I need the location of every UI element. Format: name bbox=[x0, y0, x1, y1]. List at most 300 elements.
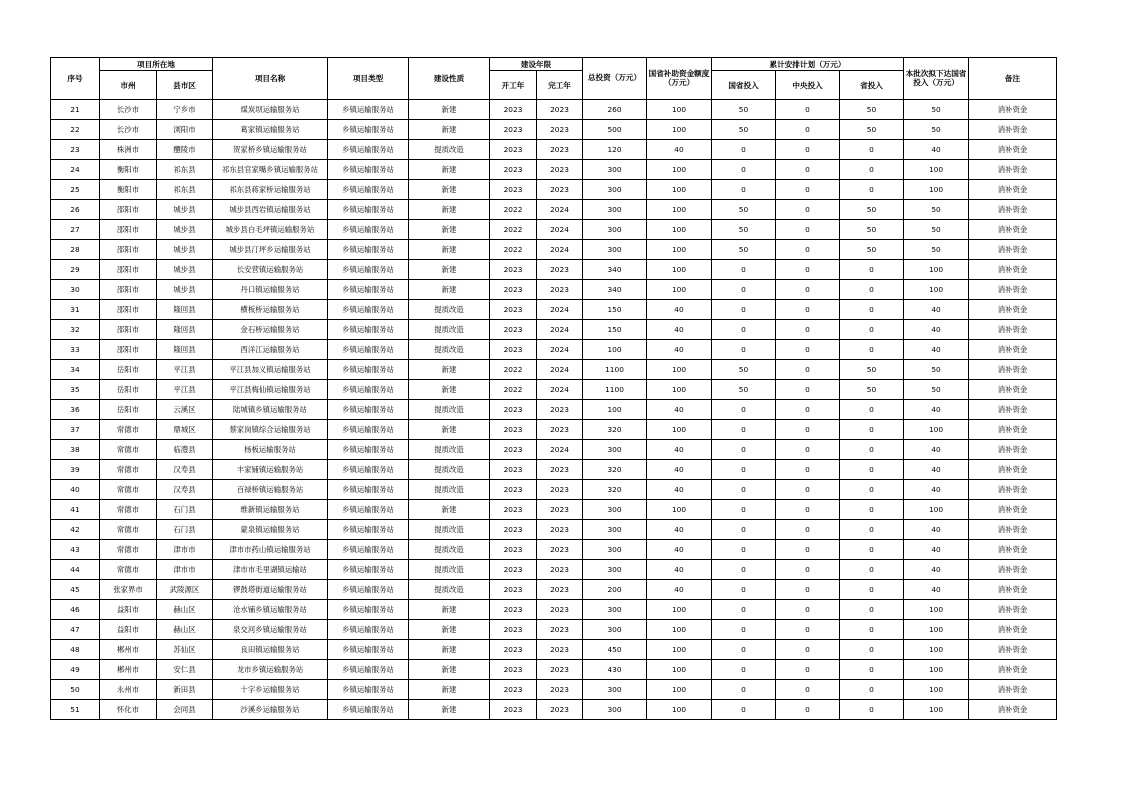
cell-national-investment: 0 bbox=[712, 660, 776, 680]
cell-batch-investment: 40 bbox=[904, 480, 969, 500]
cell-construction-nature: 提质改造 bbox=[409, 540, 490, 560]
cell-city: 常德市 bbox=[100, 500, 157, 520]
cell-provincial-investment: 0 bbox=[840, 340, 904, 360]
cell-project-type: 乡镇运输服务站 bbox=[328, 540, 409, 560]
cell-city: 常德市 bbox=[100, 440, 157, 460]
cell-national-investment: 50 bbox=[712, 120, 776, 140]
cell-batch-investment: 40 bbox=[904, 440, 969, 460]
cell-total-investment: 450 bbox=[583, 640, 647, 660]
cell-provincial-investment: 50 bbox=[840, 360, 904, 380]
cell-project-name: 煤炭坝运输服务站 bbox=[213, 100, 328, 120]
cell-subsidy-amount: 100 bbox=[647, 360, 712, 380]
table-row bbox=[51, 100, 1057, 120]
cell-county: 会同县 bbox=[157, 700, 213, 720]
cell-national-investment: 0 bbox=[712, 400, 776, 420]
cell-county: 城步县 bbox=[157, 200, 213, 220]
cell-batch-investment: 100 bbox=[904, 280, 969, 300]
table-row bbox=[51, 400, 1057, 420]
cell-construction-nature: 提质改造 bbox=[409, 480, 490, 500]
cell-project-type: 乡镇运输服务站 bbox=[328, 580, 409, 600]
table-row bbox=[51, 660, 1057, 680]
cell-construction-nature: 新建 bbox=[409, 380, 490, 400]
cell-city: 怀化市 bbox=[100, 700, 157, 720]
cell-central-investment: 0 bbox=[776, 120, 840, 140]
table-row bbox=[51, 680, 1057, 700]
cell-batch-investment: 50 bbox=[904, 380, 969, 400]
cell-central-investment: 0 bbox=[776, 560, 840, 580]
cell-batch-investment: 100 bbox=[904, 640, 969, 660]
cell-seq: 43 bbox=[51, 540, 100, 560]
cell-provincial-investment: 0 bbox=[840, 440, 904, 460]
cell-county: 浏阳市 bbox=[157, 120, 213, 140]
cell-total-investment: 300 bbox=[583, 440, 647, 460]
cell-subsidy-amount: 40 bbox=[647, 580, 712, 600]
cell-total-investment: 500 bbox=[583, 120, 647, 140]
cell-construction-nature: 新建 bbox=[409, 220, 490, 240]
cell-city: 常德市 bbox=[100, 520, 157, 540]
cell-city: 邵阳市 bbox=[100, 240, 157, 260]
table-row bbox=[51, 260, 1057, 280]
cell-end-year: 2023 bbox=[537, 180, 583, 200]
table-row bbox=[51, 540, 1057, 560]
cell-seq: 47 bbox=[51, 620, 100, 640]
cell-total-investment: 150 bbox=[583, 320, 647, 340]
cell-batch-investment: 40 bbox=[904, 300, 969, 320]
cell-remark: 消补资金 bbox=[969, 320, 1057, 340]
cell-construction-nature: 新建 bbox=[409, 100, 490, 120]
cell-end-year: 2023 bbox=[537, 120, 583, 140]
table-row bbox=[51, 500, 1057, 520]
cell-provincial-investment: 0 bbox=[840, 620, 904, 640]
cell-seq: 49 bbox=[51, 660, 100, 680]
cell-end-year: 2024 bbox=[537, 320, 583, 340]
cell-remark: 消补资金 bbox=[969, 220, 1057, 240]
cell-subsidy-amount: 100 bbox=[647, 200, 712, 220]
cell-start-year: 2023 bbox=[490, 640, 537, 660]
table-row bbox=[51, 340, 1057, 360]
cell-end-year: 2023 bbox=[537, 540, 583, 560]
cell-batch-investment: 50 bbox=[904, 120, 969, 140]
cell-county: 新田县 bbox=[157, 680, 213, 700]
header-central-investment: 中央投入 bbox=[776, 71, 840, 100]
cell-seq: 35 bbox=[51, 380, 100, 400]
cell-provincial-investment: 0 bbox=[840, 480, 904, 500]
cell-remark: 消补资金 bbox=[969, 280, 1057, 300]
cell-subsidy-amount: 100 bbox=[647, 260, 712, 280]
header-start-year: 开工年 bbox=[490, 71, 537, 100]
cell-subsidy-amount: 40 bbox=[647, 320, 712, 340]
table-row bbox=[51, 200, 1057, 220]
cell-batch-investment: 40 bbox=[904, 320, 969, 340]
cell-total-investment: 300 bbox=[583, 520, 647, 540]
cell-city: 邵阳市 bbox=[100, 300, 157, 320]
cell-project-name: 锣鼓塔街道运输服务站 bbox=[213, 580, 328, 600]
header-total-investment: 总投资（万元） bbox=[583, 58, 647, 100]
cell-project-name: 金石桥运输服务站 bbox=[213, 320, 328, 340]
cell-start-year: 2023 bbox=[490, 480, 537, 500]
cell-total-investment: 300 bbox=[583, 700, 647, 720]
cell-project-name: 沧水铺乡镇运输服务站 bbox=[213, 600, 328, 620]
cell-start-year: 2023 bbox=[490, 580, 537, 600]
header-batch-investment: 本批次拟下达国省投入（万元） bbox=[904, 58, 969, 100]
cell-remark: 消补资金 bbox=[969, 120, 1057, 140]
cell-central-investment: 0 bbox=[776, 420, 840, 440]
cell-county: 隆回县 bbox=[157, 320, 213, 340]
cell-batch-investment: 40 bbox=[904, 340, 969, 360]
cell-subsidy-amount: 100 bbox=[647, 500, 712, 520]
cell-project-type: 乡镇运输服务站 bbox=[328, 380, 409, 400]
cell-project-type: 乡镇运输服务站 bbox=[328, 100, 409, 120]
table-row bbox=[51, 420, 1057, 440]
cell-provincial-investment: 0 bbox=[840, 400, 904, 420]
cell-batch-investment: 100 bbox=[904, 700, 969, 720]
cell-subsidy-amount: 40 bbox=[647, 540, 712, 560]
cell-provincial-investment: 0 bbox=[840, 600, 904, 620]
cell-start-year: 2023 bbox=[490, 620, 537, 640]
cell-project-name: 横板桥运输服务站 bbox=[213, 300, 328, 320]
cell-subsidy-amount: 40 bbox=[647, 300, 712, 320]
cell-county: 醴陵市 bbox=[157, 140, 213, 160]
cell-provincial-investment: 0 bbox=[840, 180, 904, 200]
cell-start-year: 2023 bbox=[490, 400, 537, 420]
cell-subsidy-amount: 40 bbox=[647, 520, 712, 540]
cell-seq: 45 bbox=[51, 580, 100, 600]
cell-national-investment: 50 bbox=[712, 360, 776, 380]
cell-project-name: 百禄桥镇运输服务站 bbox=[213, 480, 328, 500]
cell-national-investment: 0 bbox=[712, 620, 776, 640]
cell-end-year: 2023 bbox=[537, 420, 583, 440]
cell-provincial-investment: 0 bbox=[840, 500, 904, 520]
cell-start-year: 2022 bbox=[490, 380, 537, 400]
cell-start-year: 2023 bbox=[490, 520, 537, 540]
cell-city: 衡阳市 bbox=[100, 160, 157, 180]
cell-project-type: 乡镇运输服务站 bbox=[328, 340, 409, 360]
cell-construction-nature: 提质改造 bbox=[409, 460, 490, 480]
cell-total-investment: 300 bbox=[583, 220, 647, 240]
cell-seq: 42 bbox=[51, 520, 100, 540]
cell-central-investment: 0 bbox=[776, 200, 840, 220]
cell-city: 长沙市 bbox=[100, 100, 157, 120]
cell-remark: 消补资金 bbox=[969, 600, 1057, 620]
cell-total-investment: 340 bbox=[583, 280, 647, 300]
cell-total-investment: 300 bbox=[583, 200, 647, 220]
cell-national-investment: 0 bbox=[712, 560, 776, 580]
cell-total-investment: 430 bbox=[583, 660, 647, 680]
cell-project-name: 祁东县蒋家桥运输服务站 bbox=[213, 180, 328, 200]
cell-batch-investment: 50 bbox=[904, 200, 969, 220]
cell-project-name: 龙市乡镇运输服务站 bbox=[213, 660, 328, 680]
header-city: 市州 bbox=[100, 71, 157, 100]
cell-end-year: 2023 bbox=[537, 160, 583, 180]
cell-construction-nature: 提质改造 bbox=[409, 580, 490, 600]
cell-start-year: 2022 bbox=[490, 240, 537, 260]
cell-total-investment: 300 bbox=[583, 180, 647, 200]
cell-remark: 消补资金 bbox=[969, 140, 1057, 160]
cell-remark: 消补资金 bbox=[969, 300, 1057, 320]
cell-project-name: 葛家镇运输服务站 bbox=[213, 120, 328, 140]
cell-remark: 消补资金 bbox=[969, 240, 1057, 260]
cell-subsidy-amount: 100 bbox=[647, 420, 712, 440]
cell-central-investment: 0 bbox=[776, 620, 840, 640]
cell-subsidy-amount: 100 bbox=[647, 380, 712, 400]
cell-provincial-investment: 50 bbox=[840, 380, 904, 400]
cell-project-type: 乡镇运输服务站 bbox=[328, 660, 409, 680]
cell-end-year: 2023 bbox=[537, 400, 583, 420]
cell-construction-nature: 新建 bbox=[409, 180, 490, 200]
cell-end-year: 2023 bbox=[537, 600, 583, 620]
cell-subsidy-amount: 40 bbox=[647, 440, 712, 460]
cell-project-name: 丹口镇运输服务站 bbox=[213, 280, 328, 300]
cell-end-year: 2023 bbox=[537, 140, 583, 160]
table-row bbox=[51, 280, 1057, 300]
cell-central-investment: 0 bbox=[776, 360, 840, 380]
cell-central-investment: 0 bbox=[776, 460, 840, 480]
cell-construction-nature: 新建 bbox=[409, 660, 490, 680]
cell-project-name: 祁东县官家嘴乡镇运输服务站 bbox=[213, 160, 328, 180]
cell-provincial-investment: 0 bbox=[840, 580, 904, 600]
cell-county: 石门县 bbox=[157, 500, 213, 520]
cell-end-year: 2023 bbox=[537, 280, 583, 300]
cell-provincial-investment: 0 bbox=[840, 460, 904, 480]
cell-seq: 38 bbox=[51, 440, 100, 460]
cell-national-investment: 50 bbox=[712, 200, 776, 220]
cell-total-investment: 1100 bbox=[583, 360, 647, 380]
cell-seq: 21 bbox=[51, 100, 100, 120]
cell-county: 鼎城区 bbox=[157, 420, 213, 440]
cell-project-name: 泉交河乡镇运输服务站 bbox=[213, 620, 328, 640]
cell-county: 祁东县 bbox=[157, 160, 213, 180]
cell-county: 临澧县 bbox=[157, 440, 213, 460]
cell-batch-investment: 40 bbox=[904, 560, 969, 580]
cell-project-type: 乡镇运输服务站 bbox=[328, 420, 409, 440]
cell-subsidy-amount: 100 bbox=[647, 120, 712, 140]
cell-project-name: 平江县梅仙镇运输服务站 bbox=[213, 380, 328, 400]
cell-county: 宁乡市 bbox=[157, 100, 213, 120]
cell-end-year: 2023 bbox=[537, 460, 583, 480]
cell-project-name: 蒙泉镇运输服务站 bbox=[213, 520, 328, 540]
cell-county: 云溪区 bbox=[157, 400, 213, 420]
cell-project-type: 乡镇运输服务站 bbox=[328, 240, 409, 260]
cell-start-year: 2023 bbox=[490, 500, 537, 520]
cell-total-investment: 1100 bbox=[583, 380, 647, 400]
cell-project-name: 丰家铺镇运输服务站 bbox=[213, 460, 328, 480]
cell-county: 平江县 bbox=[157, 380, 213, 400]
cell-batch-investment: 100 bbox=[904, 600, 969, 620]
cell-end-year: 2024 bbox=[537, 220, 583, 240]
cell-subsidy-amount: 40 bbox=[647, 480, 712, 500]
cell-project-type: 乡镇运输服务站 bbox=[328, 600, 409, 620]
cell-county: 汉寿县 bbox=[157, 480, 213, 500]
table-row bbox=[51, 480, 1057, 500]
cell-project-name: 城步县西岩镇运输服务站 bbox=[213, 200, 328, 220]
cell-batch-investment: 100 bbox=[904, 180, 969, 200]
cell-start-year: 2023 bbox=[490, 100, 537, 120]
table-row bbox=[51, 160, 1057, 180]
cell-start-year: 2023 bbox=[490, 260, 537, 280]
cell-project-type: 乡镇运输服务站 bbox=[328, 640, 409, 660]
cell-city: 益阳市 bbox=[100, 600, 157, 620]
header-provincial-investment: 省投入 bbox=[840, 71, 904, 100]
cell-central-investment: 0 bbox=[776, 280, 840, 300]
cell-seq: 30 bbox=[51, 280, 100, 300]
cell-remark: 消补资金 bbox=[969, 340, 1057, 360]
cell-seq: 23 bbox=[51, 140, 100, 160]
cell-subsidy-amount: 100 bbox=[647, 180, 712, 200]
cell-project-type: 乡镇运输服务站 bbox=[328, 260, 409, 280]
cell-central-investment: 0 bbox=[776, 400, 840, 420]
cell-subsidy-amount: 100 bbox=[647, 240, 712, 260]
cell-subsidy-amount: 100 bbox=[647, 280, 712, 300]
cell-subsidy-amount: 100 bbox=[647, 600, 712, 620]
cell-project-name: 平江县加义镇运输服务站 bbox=[213, 360, 328, 380]
cell-remark: 消补资金 bbox=[969, 180, 1057, 200]
cell-seq: 33 bbox=[51, 340, 100, 360]
cell-county: 城步县 bbox=[157, 220, 213, 240]
cell-city: 常德市 bbox=[100, 540, 157, 560]
cell-total-investment: 300 bbox=[583, 680, 647, 700]
cell-construction-nature: 新建 bbox=[409, 420, 490, 440]
header-location: 项目所在地 bbox=[100, 58, 213, 71]
cell-city: 岳阳市 bbox=[100, 400, 157, 420]
cell-project-name: 十字乡运输服务站 bbox=[213, 680, 328, 700]
cell-remark: 消补资金 bbox=[969, 660, 1057, 680]
cell-project-type: 乡镇运输服务站 bbox=[328, 200, 409, 220]
cell-subsidy-amount: 40 bbox=[647, 460, 712, 480]
cell-subsidy-amount: 100 bbox=[647, 220, 712, 240]
cell-seq: 48 bbox=[51, 640, 100, 660]
cell-end-year: 2023 bbox=[537, 700, 583, 720]
cell-start-year: 2023 bbox=[490, 560, 537, 580]
cell-batch-investment: 100 bbox=[904, 660, 969, 680]
cell-central-investment: 0 bbox=[776, 600, 840, 620]
cell-batch-investment: 100 bbox=[904, 260, 969, 280]
cell-batch-investment: 100 bbox=[904, 500, 969, 520]
cell-provincial-investment: 0 bbox=[840, 640, 904, 660]
cell-construction-nature: 提质改造 bbox=[409, 520, 490, 540]
cell-project-name: 长安营镇运输服务站 bbox=[213, 260, 328, 280]
cell-county: 城步县 bbox=[157, 240, 213, 260]
cell-national-investment: 0 bbox=[712, 260, 776, 280]
cell-city: 常德市 bbox=[100, 420, 157, 440]
cell-total-investment: 300 bbox=[583, 560, 647, 580]
cell-seq: 28 bbox=[51, 240, 100, 260]
cell-total-investment: 200 bbox=[583, 580, 647, 600]
cell-seq: 46 bbox=[51, 600, 100, 620]
table-row bbox=[51, 240, 1057, 260]
cell-total-investment: 100 bbox=[583, 340, 647, 360]
cell-construction-nature: 提质改造 bbox=[409, 320, 490, 340]
cell-provincial-investment: 50 bbox=[840, 100, 904, 120]
cell-city: 郴州市 bbox=[100, 640, 157, 660]
cell-central-investment: 0 bbox=[776, 340, 840, 360]
header-remark: 备注 bbox=[969, 58, 1057, 100]
cell-central-investment: 0 bbox=[776, 100, 840, 120]
cell-construction-nature: 新建 bbox=[409, 120, 490, 140]
cell-construction-nature: 新建 bbox=[409, 680, 490, 700]
cell-end-year: 2023 bbox=[537, 660, 583, 680]
cell-national-investment: 50 bbox=[712, 100, 776, 120]
cell-project-type: 乡镇运输服务站 bbox=[328, 480, 409, 500]
table-row bbox=[51, 600, 1057, 620]
cell-central-investment: 0 bbox=[776, 660, 840, 680]
cell-project-name: 维新镇运输服务站 bbox=[213, 500, 328, 520]
cell-city: 郴州市 bbox=[100, 660, 157, 680]
cell-start-year: 2022 bbox=[490, 360, 537, 380]
cell-provincial-investment: 0 bbox=[840, 700, 904, 720]
cell-end-year: 2023 bbox=[537, 500, 583, 520]
cell-start-year: 2023 bbox=[490, 420, 537, 440]
cell-batch-investment: 40 bbox=[904, 540, 969, 560]
cell-central-investment: 0 bbox=[776, 680, 840, 700]
cell-remark: 消补资金 bbox=[969, 380, 1057, 400]
cell-batch-investment: 50 bbox=[904, 240, 969, 260]
cell-central-investment: 0 bbox=[776, 480, 840, 500]
cell-county: 安仁县 bbox=[157, 660, 213, 680]
cell-city: 岳阳市 bbox=[100, 380, 157, 400]
table-row bbox=[51, 560, 1057, 580]
cell-project-name: 津市市毛里湖镇运输站 bbox=[213, 560, 328, 580]
cell-total-investment: 300 bbox=[583, 620, 647, 640]
cell-project-type: 乡镇运输服务站 bbox=[328, 360, 409, 380]
cell-provincial-investment: 50 bbox=[840, 120, 904, 140]
cell-batch-investment: 100 bbox=[904, 620, 969, 640]
cell-provincial-investment: 0 bbox=[840, 680, 904, 700]
cell-seq: 29 bbox=[51, 260, 100, 280]
cell-end-year: 2023 bbox=[537, 480, 583, 500]
cell-subsidy-amount: 100 bbox=[647, 680, 712, 700]
header-project-type: 项目类型 bbox=[328, 58, 409, 100]
cell-end-year: 2023 bbox=[537, 620, 583, 640]
cell-national-investment: 0 bbox=[712, 420, 776, 440]
cell-construction-nature: 提质改造 bbox=[409, 140, 490, 160]
cell-central-investment: 0 bbox=[776, 540, 840, 560]
cell-start-year: 2023 bbox=[490, 600, 537, 620]
cell-national-investment: 0 bbox=[712, 300, 776, 320]
cell-national-investment: 0 bbox=[712, 280, 776, 300]
cell-start-year: 2023 bbox=[490, 120, 537, 140]
cell-project-name: 蔡家岗镇综合运输服务站 bbox=[213, 420, 328, 440]
header-construction-period: 建设年限 bbox=[490, 58, 583, 71]
cell-national-investment: 0 bbox=[712, 140, 776, 160]
cell-national-investment: 0 bbox=[712, 500, 776, 520]
cell-subsidy-amount: 100 bbox=[647, 660, 712, 680]
cell-start-year: 2023 bbox=[490, 680, 537, 700]
cell-subsidy-amount: 40 bbox=[647, 140, 712, 160]
cell-project-type: 乡镇运输服务站 bbox=[328, 700, 409, 720]
cell-batch-investment: 50 bbox=[904, 100, 969, 120]
cell-project-name: 城步县白毛坪镇运输服务站 bbox=[213, 220, 328, 240]
header-national-investment: 国省投入 bbox=[712, 71, 776, 100]
table-row bbox=[51, 580, 1057, 600]
project-table bbox=[50, 57, 1057, 720]
cell-end-year: 2024 bbox=[537, 200, 583, 220]
cell-city: 株洲市 bbox=[100, 140, 157, 160]
cell-project-type: 乡镇运输服务站 bbox=[328, 560, 409, 580]
cell-central-investment: 0 bbox=[776, 260, 840, 280]
cell-remark: 消补资金 bbox=[969, 420, 1057, 440]
cell-total-investment: 320 bbox=[583, 480, 647, 500]
cell-seq: 41 bbox=[51, 500, 100, 520]
cell-remark: 消补资金 bbox=[969, 260, 1057, 280]
table-row bbox=[51, 520, 1057, 540]
cell-central-investment: 0 bbox=[776, 220, 840, 240]
cell-central-investment: 0 bbox=[776, 520, 840, 540]
cell-project-name: 沙溪乡运输服务站 bbox=[213, 700, 328, 720]
cell-construction-nature: 提质改造 bbox=[409, 300, 490, 320]
header-county: 县市区 bbox=[157, 71, 213, 100]
cell-start-year: 2023 bbox=[490, 280, 537, 300]
cell-seq: 51 bbox=[51, 700, 100, 720]
